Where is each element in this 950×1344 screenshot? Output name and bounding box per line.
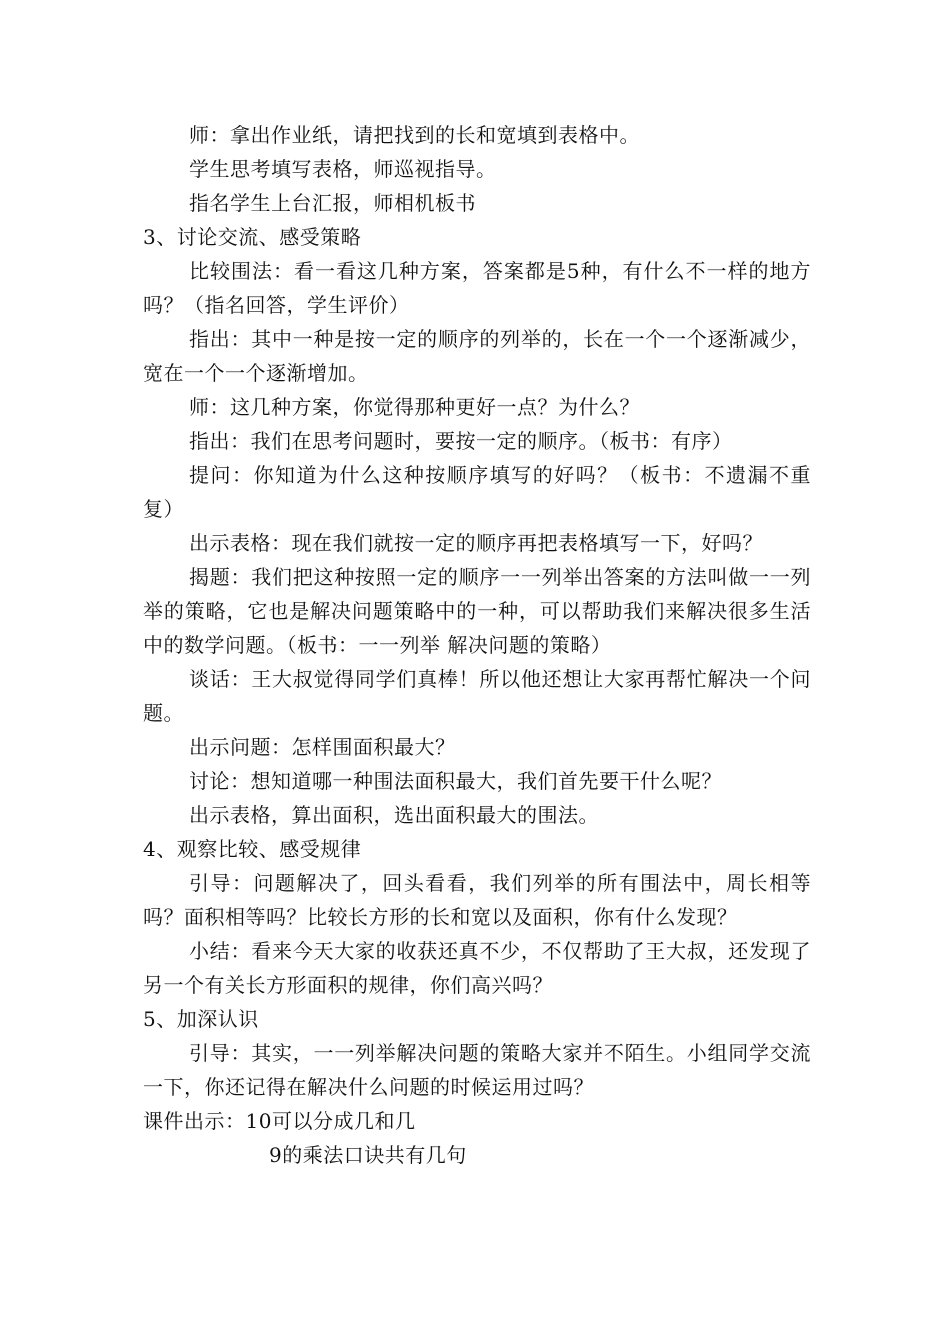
- paragraph: 引导：其实，一一列举解决问题的策略大家并不陌生。小组同学交流一下，你还记得在解决什么问题的时候运用过吗？: [143, 1041, 811, 1099]
- paragraph: 提问：你知道为什么这种按顺序填写的好吗？（板书：不遗漏不重复）: [143, 463, 811, 521]
- paragraph: 揭题：我们把这种按照一定的顺序一一列举出答案的方法叫做一一列举的策略，它也是解决问题策略中的一种，可以帮助我们来解决很多生活中的数学问题。（板书：一一列举 解决问题的策略）: [143, 565, 811, 657]
- paragraph: 引导：问题解决了，回头看看，我们列举的所有围法中，周长相等吗？面积相等吗？比较长方形的长和宽以及面积，你有什么发现？: [143, 871, 811, 929]
- paragraph: 比较围法：看一看这几种方案，答案都是5种，有什么不一样的地方吗？（指名回答，学生评价）: [143, 259, 811, 317]
- paragraph: 谈话：王大叔觉得同学们真棒！所以他还想让大家再帮忙解决一个问题。: [143, 667, 811, 725]
- paragraph: 指出：其中一种是按一定的顺序的列举的，长在一个一个逐渐减少，宽在一个一个逐渐增加。: [143, 327, 811, 385]
- paragraph: 小结：看来今天大家的收获还真不少，不仅帮助了王大叔，还发现了另一个有关长方形面积的规律，你们高兴吗？: [143, 939, 811, 997]
- paragraph: 学生思考填写表格，师巡视指导。: [189, 157, 497, 181]
- section-heading-3: 3、讨论交流、感受策略: [143, 225, 362, 249]
- paragraph: 师：这几种方案，你觉得那种更好一点？为什么？: [189, 395, 640, 419]
- paragraph: 出示问题：怎样围面积最大？: [189, 735, 456, 759]
- section-heading-5: 5、加深认识: [143, 1007, 259, 1031]
- paragraph: 指出：我们在思考问题时，要按一定的顺序。（板书：有序）: [189, 429, 733, 453]
- paragraph: 讨论：想知道哪一种围法面积最大，我们首先要干什么呢？: [189, 769, 722, 793]
- paragraph: 出示表格，算出面积，选出面积最大的围法。: [189, 803, 599, 827]
- paragraph: 指名学生上台汇报，师相机板书: [189, 191, 476, 215]
- courseware-line: 课件出示：10可以分成几和几: [143, 1109, 416, 1133]
- section-heading-4: 4、观察比较、感受规律: [143, 837, 362, 861]
- paragraph: 出示表格：现在我们就按一定的顺序再把表格填写一下，好吗？: [189, 531, 763, 555]
- paragraph: 师：拿出作业纸，请把找到的长和宽填到表格中。: [189, 123, 640, 147]
- document-page: [143, 118, 811, 1172]
- courseware-subline: 9的乘法口诀共有几句: [269, 1143, 467, 1167]
